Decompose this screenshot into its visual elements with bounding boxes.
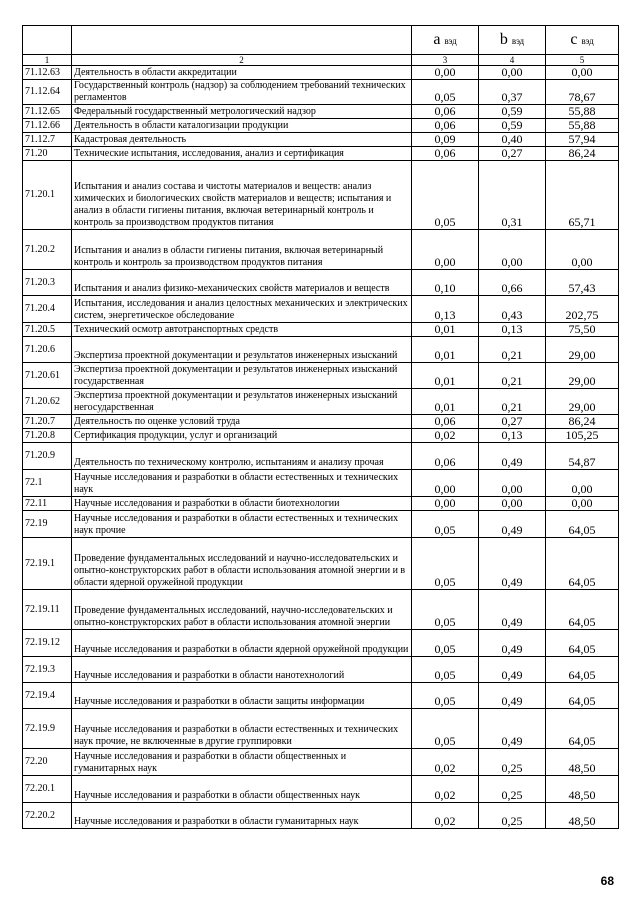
row-description-cell: Научные исследования и разработки в области нанотехнологий — [72, 657, 412, 683]
row-description-cell: Научные исследования и разработки в области ядерной оружейной продукции — [72, 630, 412, 657]
row-a-value-cell: 0,00 — [412, 66, 479, 80]
row-c-value-cell: 54,87 — [546, 443, 619, 470]
row-description-cell: Научные исследования и разработки в области гуманитарных наук — [72, 803, 412, 829]
row-a-value-cell: 0,05 — [412, 538, 479, 590]
row-b-value-cell: 0,59 — [479, 105, 546, 119]
row-code-cell: 71.12.64 — [23, 80, 72, 105]
table-row — [23, 429, 619, 443]
table-row — [23, 776, 619, 803]
table-row — [23, 337, 619, 363]
row-code-cell: 72.1 — [23, 470, 72, 497]
row-b-value-cell: 0,00 — [479, 497, 546, 511]
row-a-value-cell: 0,05 — [412, 590, 479, 630]
row-code-cell: 72.19.1 — [23, 538, 72, 590]
row-b-value-cell: 0,49 — [479, 709, 546, 749]
row-a-value-cell: 0,05 — [412, 683, 479, 709]
row-code-cell: 71.20.6 — [23, 337, 72, 363]
table-row — [23, 323, 619, 337]
row-a-value-cell: 0,06 — [412, 105, 479, 119]
row-description-cell: Научные исследования и разработки в области биотехнологии — [72, 497, 412, 511]
row-a-value-cell: 0,02 — [412, 776, 479, 803]
row-code-cell: 72.19.11 — [23, 590, 72, 630]
row-b-value-cell: 0,49 — [479, 538, 546, 590]
row-a-value-cell: 0,02 — [412, 803, 479, 829]
row-c-value-cell: 29,00 — [546, 389, 619, 415]
row-c-value-cell: 202,75 — [546, 296, 619, 323]
row-a-value-cell: 0,09 — [412, 133, 479, 147]
row-description-cell: Технические испытания, исследования, анализ и сертификация — [72, 147, 412, 161]
row-c-value-cell: 65,71 — [546, 161, 619, 230]
table-row — [23, 105, 619, 119]
table-row — [23, 497, 619, 511]
row-code-cell: 71.20.3 — [23, 270, 72, 296]
row-description-cell: Сертификация продукции, услуг и организаций — [72, 429, 412, 443]
row-a-value-cell: 0,05 — [412, 709, 479, 749]
row-c-value-cell: 57,43 — [546, 270, 619, 296]
row-b-value-cell: 0,66 — [479, 270, 546, 296]
row-c-value-cell: 0,00 — [546, 497, 619, 511]
row-c-value-cell: 48,50 — [546, 803, 619, 829]
row-c-value-cell: 48,50 — [546, 776, 619, 803]
row-b-value-cell: 0,27 — [479, 147, 546, 161]
row-a-value-cell: 0,13 — [412, 296, 479, 323]
row-description-cell: Экспертиза проектной документации и результатов инженерных изысканий негосударственная — [72, 389, 412, 415]
row-code-cell: 71.12.63 — [23, 66, 72, 80]
row-a-value-cell: 0,05 — [412, 630, 479, 657]
header-code-cell — [23, 26, 72, 55]
header-b-cell — [479, 26, 546, 55]
row-code-cell: 72.19.4 — [23, 683, 72, 709]
row-a-value-cell: 0,05 — [412, 161, 479, 230]
row-c-value-cell: 64,05 — [546, 709, 619, 749]
row-description-cell: Научные исследования и разработки в области естественных и технических наук — [72, 470, 412, 497]
row-c-value-cell: 64,05 — [546, 683, 619, 709]
row-b-value-cell: 0,37 — [479, 80, 546, 105]
table-row — [23, 803, 619, 829]
row-code-cell: 71.20.61 — [23, 363, 72, 389]
row-c-value-cell: 48,50 — [546, 749, 619, 776]
row-description-cell: Проведение фундаментальных исследований и научно-исследовательских и опытно-конструкторских работ в области использования атомной энергии и в области ядерной оружейной продукции — [72, 538, 412, 590]
table-row — [23, 590, 619, 630]
row-code-cell: 71.12.66 — [23, 119, 72, 133]
row-b-value-cell: 0,00 — [479, 230, 546, 270]
row-code-cell: 72.19.9 — [23, 709, 72, 749]
row-code-cell: 71.20.4 — [23, 296, 72, 323]
table-row — [23, 119, 619, 133]
row-description-cell: Технический осмотр автотранспортных средств — [72, 323, 412, 337]
table-row — [23, 133, 619, 147]
column-index-5: 5 — [546, 55, 619, 66]
row-code-cell: 72.20.2 — [23, 803, 72, 829]
row-b-value-cell: 0,21 — [479, 389, 546, 415]
row-a-value-cell: 0,01 — [412, 363, 479, 389]
row-b-value-cell: 0,25 — [479, 749, 546, 776]
table-row — [23, 511, 619, 538]
row-description-cell: Деятельность в области каталогизации продукции — [72, 119, 412, 133]
row-a-value-cell: 0,06 — [412, 119, 479, 133]
row-code-cell: 71.20.5 — [23, 323, 72, 337]
row-c-value-cell: 55,88 — [546, 105, 619, 119]
row-description-cell: Испытания, исследования и анализ целостных механических и электрических систем, энергетическое обследование — [72, 296, 412, 323]
row-code-cell: 72.11 — [23, 497, 72, 511]
table-row — [23, 147, 619, 161]
header-a-sub: вэд — [444, 35, 457, 46]
column-index-row — [23, 55, 619, 66]
row-a-value-cell: 0,01 — [412, 323, 479, 337]
table-body — [23, 66, 619, 829]
row-b-value-cell: 0,40 — [479, 133, 546, 147]
row-a-value-cell: 0,06 — [412, 443, 479, 470]
row-description-cell: Испытания и анализ в области гигиены питания, включая ветеринарный контроль и контроль за производством продуктов питания — [72, 230, 412, 270]
column-index-1: 1 — [23, 55, 72, 66]
table-row — [23, 415, 619, 429]
row-c-value-cell: 75,50 — [546, 323, 619, 337]
header-c-main: c — [570, 30, 578, 48]
header-a-cell — [412, 26, 479, 55]
row-description-cell: Испытания и анализ состава и чистоты материалов и веществ: анализ химических и биологических свойств материалов и веществ; испытания и анализ в области гигиены питания, включая ветеринарный контроль и контроль за производством продуктов питания — [72, 161, 412, 230]
row-a-value-cell: 0,02 — [412, 749, 479, 776]
row-code-cell: 72.20 — [23, 749, 72, 776]
row-description-cell: Федеральный государственный метрологический надзор — [72, 105, 412, 119]
row-b-value-cell: 0,49 — [479, 590, 546, 630]
row-c-value-cell: 105,25 — [546, 429, 619, 443]
row-c-value-cell: 0,00 — [546, 470, 619, 497]
row-c-value-cell: 0,00 — [546, 66, 619, 80]
row-code-cell: 72.20.1 — [23, 776, 72, 803]
row-b-value-cell: 0,49 — [479, 683, 546, 709]
header-c-cell — [546, 26, 619, 55]
row-code-cell: 72.19.12 — [23, 630, 72, 657]
row-c-value-cell: 64,05 — [546, 630, 619, 657]
header-c-sub: вэд — [581, 35, 594, 46]
header-desc-cell — [72, 26, 412, 55]
table-row — [23, 470, 619, 497]
table-row — [23, 161, 619, 230]
row-b-value-cell: 0,00 — [479, 66, 546, 80]
row-c-value-cell: 57,94 — [546, 133, 619, 147]
row-a-value-cell: 0,01 — [412, 337, 479, 363]
row-b-value-cell: 0,59 — [479, 119, 546, 133]
row-b-value-cell: 0,31 — [479, 161, 546, 230]
table-row — [23, 66, 619, 80]
row-c-value-cell: 0,00 — [546, 230, 619, 270]
column-index-3: 3 — [412, 55, 479, 66]
row-description-cell: Деятельность по оценке условий труда — [72, 415, 412, 429]
column-index-2: 2 — [72, 55, 412, 66]
row-description-cell: Научные исследования и разработки в области естественных и технических наук прочие, не включенные в другие группировки — [72, 709, 412, 749]
row-code-cell: 71.20.9 — [23, 443, 72, 470]
row-b-value-cell: 0,21 — [479, 337, 546, 363]
coefficient-table-sheet — [22, 25, 618, 829]
table-row — [23, 683, 619, 709]
table-row — [23, 657, 619, 683]
table-row — [23, 296, 619, 323]
row-description-cell: Экспертиза проектной документации и результатов инженерных изысканий — [72, 337, 412, 363]
row-description-cell: Испытания и анализ физико-механических свойств материалов и веществ — [72, 270, 412, 296]
row-description-cell: Деятельность по техническому контролю, испытаниям и анализу прочая — [72, 443, 412, 470]
row-description-cell: Научные исследования и разработки в области общественных наук — [72, 776, 412, 803]
header-row — [23, 26, 619, 55]
row-a-value-cell: 0,10 — [412, 270, 479, 296]
row-code-cell: 71.20.8 — [23, 429, 72, 443]
coefficient-table — [22, 25, 619, 829]
row-b-value-cell: 0,49 — [479, 657, 546, 683]
table-row — [23, 749, 619, 776]
row-b-value-cell: 0,25 — [479, 803, 546, 829]
table-row — [23, 230, 619, 270]
header-b-main: b — [499, 30, 508, 48]
row-b-value-cell: 0,43 — [479, 296, 546, 323]
row-a-value-cell: 0,01 — [412, 389, 479, 415]
row-code-cell: 71.20.62 — [23, 389, 72, 415]
row-b-value-cell: 0,49 — [479, 630, 546, 657]
table-row — [23, 389, 619, 415]
row-code-cell: 72.19.3 — [23, 657, 72, 683]
row-b-value-cell: 0,49 — [479, 443, 546, 470]
row-c-value-cell: 86,24 — [546, 415, 619, 429]
table-row — [23, 80, 619, 105]
row-c-value-cell: 29,00 — [546, 363, 619, 389]
row-description-cell: Деятельность в области аккредитации — [72, 66, 412, 80]
row-description-cell: Научные исследования и разработки в области общественных и гуманитарных наук — [72, 749, 412, 776]
row-description-cell: Экспертиза проектной документации и результатов инженерных изысканий государственная — [72, 363, 412, 389]
row-a-value-cell: 0,00 — [412, 470, 479, 497]
row-a-value-cell: 0,05 — [412, 657, 479, 683]
row-b-value-cell: 0,21 — [479, 363, 546, 389]
row-description-cell: Проведение фундаментальных исследований, научно-исследовательских и опытно-конструкторских работ в области использования атомной энергии — [72, 590, 412, 630]
row-c-value-cell: 64,05 — [546, 657, 619, 683]
row-a-value-cell: 0,05 — [412, 511, 479, 538]
table-row — [23, 363, 619, 389]
row-c-value-cell: 29,00 — [546, 337, 619, 363]
row-b-value-cell: 0,00 — [479, 470, 546, 497]
row-a-value-cell: 0,00 — [412, 230, 479, 270]
row-c-value-cell: 64,05 — [546, 590, 619, 630]
row-b-value-cell: 0,49 — [479, 511, 546, 538]
row-code-cell: 71.12.7 — [23, 133, 72, 147]
row-description-cell: Кадастровая деятельность — [72, 133, 412, 147]
table-row — [23, 270, 619, 296]
table-row — [23, 538, 619, 590]
column-index-4: 4 — [479, 55, 546, 66]
row-code-cell: 71.20 — [23, 147, 72, 161]
table-row — [23, 630, 619, 657]
row-b-value-cell: 0,13 — [479, 429, 546, 443]
table-row — [23, 443, 619, 470]
row-b-value-cell: 0,25 — [479, 776, 546, 803]
row-c-value-cell: 78,67 — [546, 80, 619, 105]
row-description-cell: Научные исследования и разработки в области естественных и технических наук прочие — [72, 511, 412, 538]
row-code-cell: 71.20.7 — [23, 415, 72, 429]
row-code-cell: 71.20.2 — [23, 230, 72, 270]
row-a-value-cell: 0,02 — [412, 429, 479, 443]
row-a-value-cell: 0,05 — [412, 80, 479, 105]
page-number: 68 — [600, 874, 614, 888]
row-c-value-cell: 64,05 — [546, 538, 619, 590]
row-a-value-cell: 0,00 — [412, 497, 479, 511]
row-description-cell: Государственный контроль (надзор) за соблюдением требований технических регламентов — [72, 80, 412, 105]
row-b-value-cell: 0,27 — [479, 415, 546, 429]
row-code-cell: 71.12.65 — [23, 105, 72, 119]
row-b-value-cell: 0,13 — [479, 323, 546, 337]
row-c-value-cell: 64,05 — [546, 511, 619, 538]
table-row — [23, 709, 619, 749]
header-a-main: a — [433, 30, 441, 48]
row-a-value-cell: 0,06 — [412, 147, 479, 161]
row-c-value-cell: 86,24 — [546, 147, 619, 161]
row-code-cell: 71.20.1 — [23, 161, 72, 230]
row-code-cell: 72.19 — [23, 511, 72, 538]
row-c-value-cell: 55,88 — [546, 119, 619, 133]
row-description-cell: Научные исследования и разработки в области защиты информации — [72, 683, 412, 709]
row-a-value-cell: 0,06 — [412, 415, 479, 429]
header-b-sub: вэд — [511, 35, 525, 46]
